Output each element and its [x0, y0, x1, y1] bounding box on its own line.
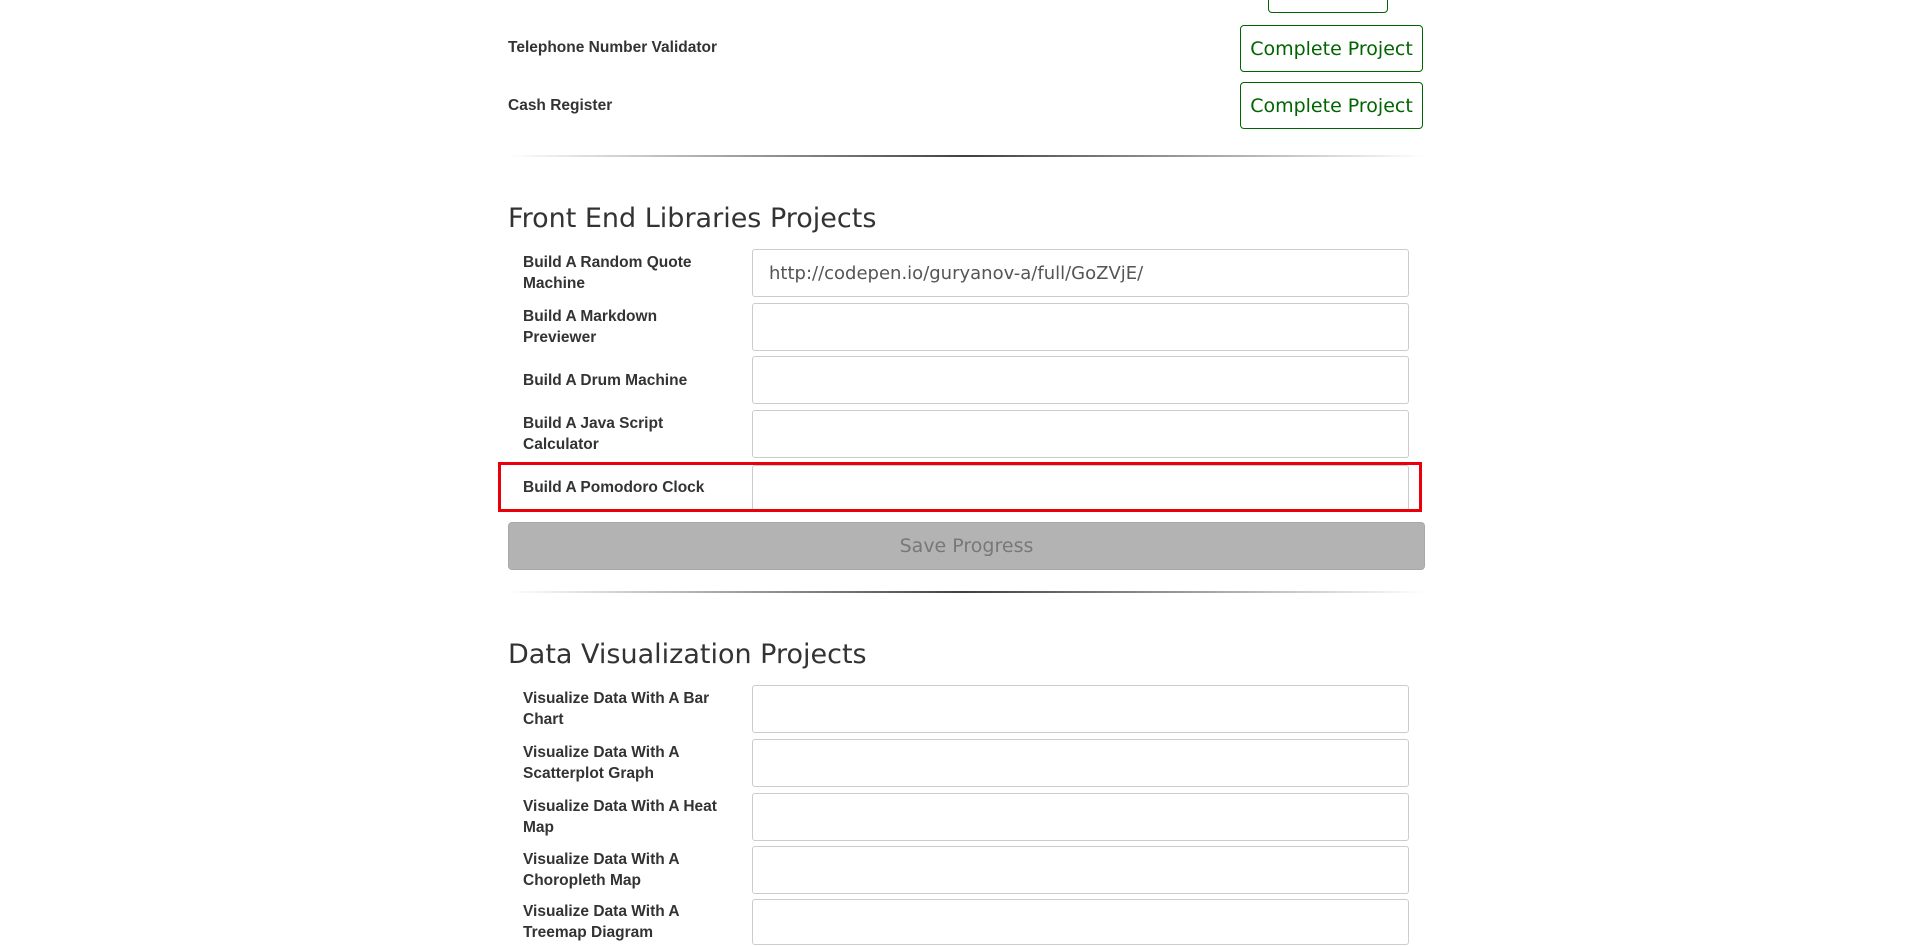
- project-label-scatterplot-graph: Visualize Data With A Scatterplot Graph: [523, 744, 680, 782]
- project-label-pomodoro-clock: Build A Pomodoro Clock: [523, 478, 705, 496]
- project-url-input-heat-map[interactable]: [752, 793, 1409, 841]
- project-label-heat-map: Visualize Data With A Heat Map: [523, 798, 717, 836]
- complete-project-button-cash-register[interactable]: Complete Project: [1240, 82, 1423, 129]
- project-url-input-scatterplot-graph[interactable]: [752, 739, 1409, 787]
- project-label-random-quote-machine: Build A Random Quote Machine: [523, 254, 692, 292]
- project-label-treemap-diagram: Visualize Data With A Treemap Diagram: [523, 903, 680, 941]
- project-url-input-pomodoro-clock[interactable]: [752, 465, 1409, 511]
- project-url-input-random-quote-machine[interactable]: [752, 249, 1409, 297]
- save-progress-button[interactable]: Save Progress: [508, 522, 1425, 570]
- project-url-input-javascript-calculator[interactable]: [752, 410, 1409, 458]
- project-url-input-choropleth-map[interactable]: [752, 846, 1409, 894]
- complete-project-button-partial[interactable]: [1268, 0, 1388, 13]
- project-label-cash-register: Cash Register: [508, 97, 613, 114]
- section-title-front-end-libraries: Front End Libraries Projects: [508, 203, 877, 234]
- project-label-choropleth-map: Visualize Data With A Choropleth Map: [523, 851, 680, 889]
- project-label-drum-machine: Build A Drum Machine: [523, 371, 688, 389]
- project-url-input-bar-chart[interactable]: [752, 685, 1409, 733]
- project-label-bar-chart: Visualize Data With A Bar Chart: [523, 690, 710, 728]
- section-title-data-visualization: Data Visualization Projects: [508, 639, 867, 670]
- section-divider: [508, 155, 1425, 157]
- project-label-javascript-calculator: Build A Java Script Calculator: [523, 415, 664, 453]
- complete-project-button-telephone[interactable]: Complete Project: [1240, 25, 1423, 72]
- section-divider: [508, 591, 1425, 593]
- project-label-telephone-number-validator: Telephone Number Validator: [508, 39, 718, 56]
- project-url-input-treemap-diagram[interactable]: [752, 899, 1409, 945]
- project-label-markdown-previewer: Build A Markdown Previewer: [523, 308, 658, 346]
- project-url-input-drum-machine[interactable]: [752, 356, 1409, 404]
- project-url-input-markdown-previewer[interactable]: [752, 303, 1409, 351]
